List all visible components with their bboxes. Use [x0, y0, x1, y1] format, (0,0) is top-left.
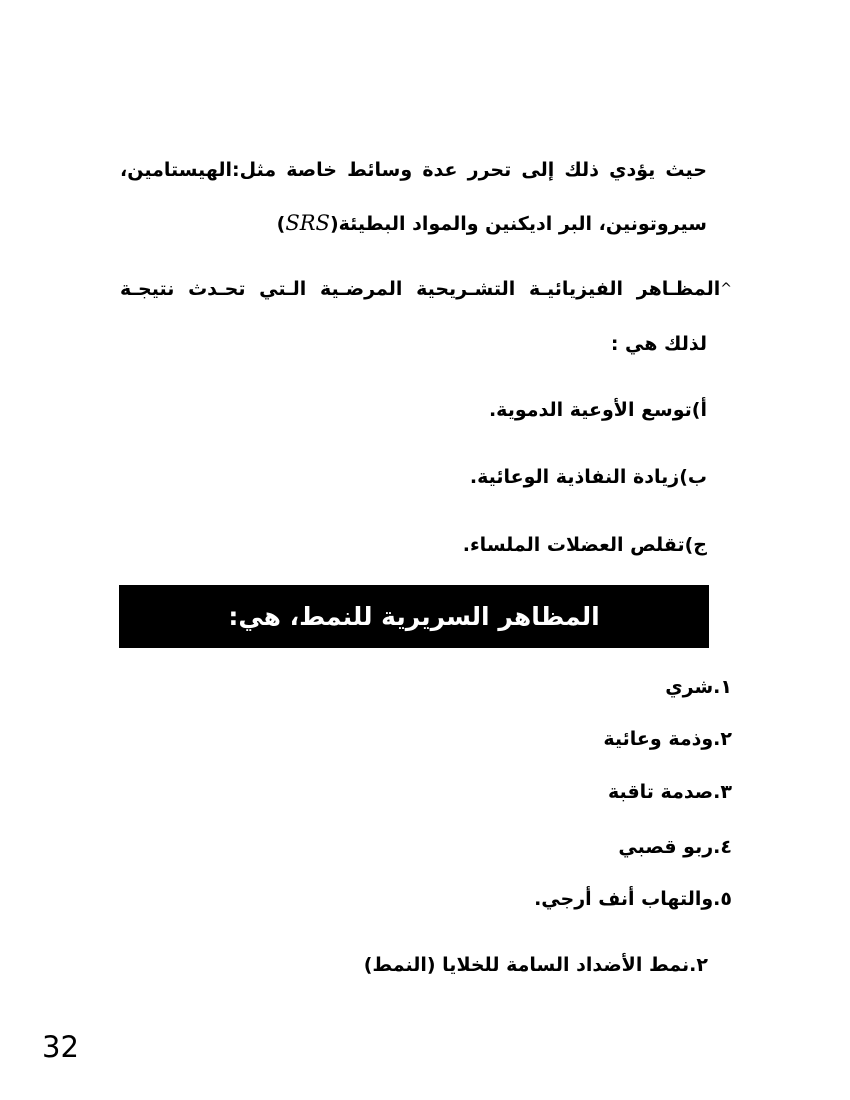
- next-section-heading: ٢.نمط الأضداد السامة للخلايا (النمط): [363, 954, 708, 976]
- clinical-item-2: ٢.وذمة وعائية: [603, 728, 732, 750]
- clinical-item-4: ٤.ربو قصبي: [618, 836, 732, 858]
- clinical-item-3: ٣.صدمة تاقبة: [607, 781, 732, 803]
- paragraph-line-1: حيث يؤدي ذلك إلى تحرر عدة وسائط خاصة مثل:الهيستامين،: [120, 159, 707, 181]
- manifestations-line-1-text: المظـاهر الفيزيائيـة التشـريحية المرضـية الـتي تحـدث نتيجـة: [120, 278, 721, 300]
- caret-marker: ^: [720, 281, 732, 297]
- manifestations-line-1: [120, 274, 732, 304]
- manifestations-line-2: لذلك هي :: [610, 333, 707, 355]
- page-number: 32: [42, 1030, 79, 1064]
- manifestation-item-a: أ)توسع الأوعية الدموية.: [488, 399, 707, 421]
- section-banner: [119, 585, 709, 648]
- srs-abbreviation: SRS: [285, 211, 330, 235]
- paragraph-line-2: [277, 208, 707, 239]
- clinical-item-1: ١.شري: [665, 676, 732, 698]
- banner-title: المظاهر السريرية للنمط، هي:: [228, 602, 600, 631]
- manifestation-item-c: ج)تقلص العضلات الملساء.: [462, 534, 707, 556]
- clinical-item-5: ٥.والتهاب أنف أرجي.: [534, 888, 732, 910]
- paragraph-line-2-text: سيروتونين، البر اديكنين والمواد البطيئة(: [329, 213, 707, 235]
- paragraph-line-2-close: ): [276, 213, 286, 235]
- manifestation-item-b: ب)زيادة النفاذية الوعائية.: [469, 466, 707, 488]
